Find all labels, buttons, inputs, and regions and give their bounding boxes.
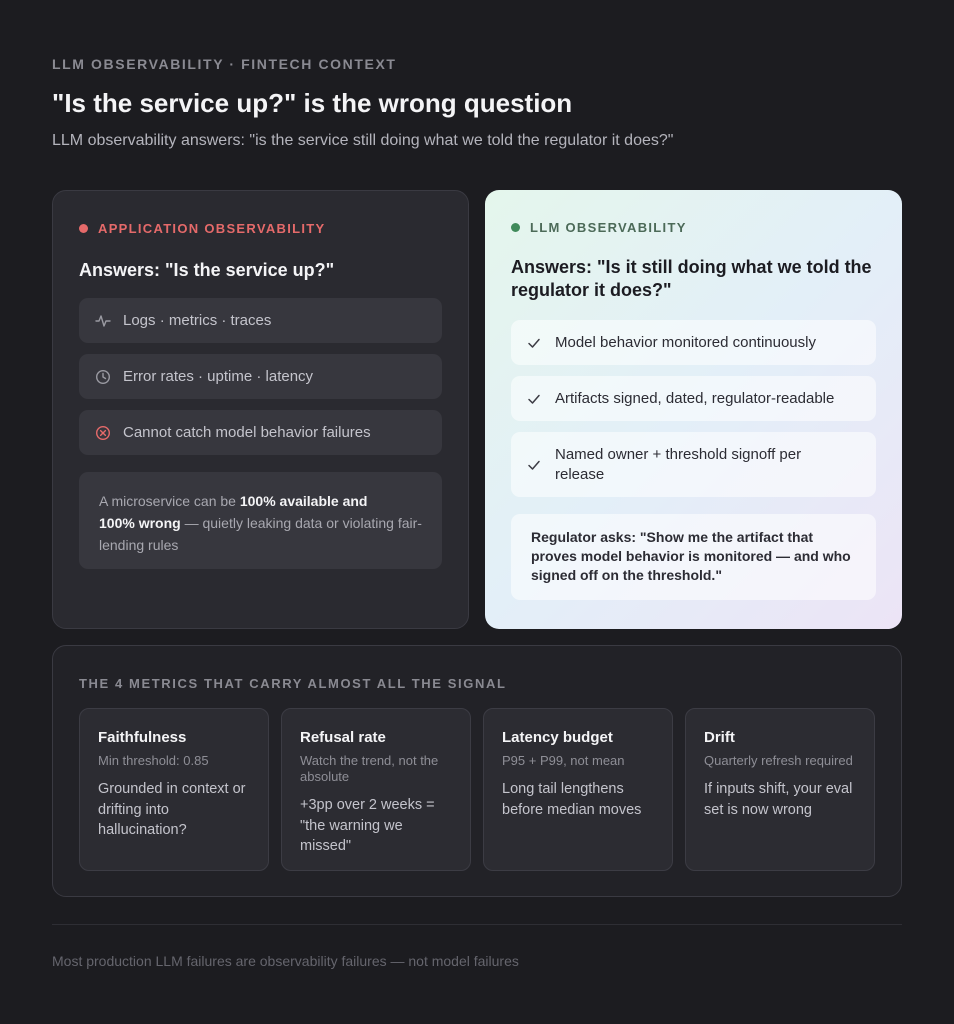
- page-title: "Is the service up?" is the wrong question: [52, 88, 573, 118]
- regulator-callout: Regulator asks: "Show me the artifact that proves model behavior is monitored — and who signed off on the threshold.": [511, 514, 876, 600]
- callout-note: [79, 472, 442, 569]
- note-text: — quietly leaking data or violating fair-lending rules: [99, 515, 422, 553]
- panel-tag-label: LLM OBSERVABILITY: [530, 220, 687, 235]
- list-item: [79, 298, 442, 343]
- note-text: A microservice can be: [99, 493, 240, 509]
- list-item-label: Cannot catch model behavior failures: [123, 424, 371, 441]
- application-observability-panel: [52, 190, 469, 629]
- green-dot-icon: [511, 223, 520, 232]
- metric-name: Latency budget: [502, 729, 613, 746]
- metrics-panel: [52, 645, 902, 897]
- list-item: [79, 410, 442, 455]
- list-item-label: Artifacts signed, dated, regulator-readable: [555, 389, 835, 407]
- metric-description: Grounded in context or drifting into hallucination?: [98, 781, 246, 838]
- metric-name: Drift: [704, 729, 735, 746]
- metric-name: Faithfulness: [98, 729, 187, 746]
- metric-name: Refusal rate: [300, 729, 386, 746]
- metric-description: Long tail lengthens before median moves: [502, 781, 642, 818]
- metric-card-latency-budget: [483, 708, 673, 871]
- footer-text: Most production LLM failures are observability failures — not model failures: [52, 953, 519, 969]
- list-item-label: Error rates · uptime · latency: [123, 368, 314, 385]
- panel-heading: Answers: "Is the service up?": [79, 260, 335, 280]
- panel-tag: [511, 220, 687, 235]
- metric-description: +3pp over 2 weeks = "the warning we missed": [300, 797, 435, 854]
- eyebrow-label: LLM OBSERVABILITY · FINTECH CONTEXT: [52, 56, 397, 72]
- check-icon: [527, 458, 541, 472]
- metric-card-refusal-rate: [281, 708, 471, 871]
- divider: [52, 924, 902, 925]
- page-subtitle: LLM observability answers: "is the service still doing what we told the regulator it does?": [52, 132, 674, 149]
- red-dot-icon: [79, 224, 88, 233]
- list-item: [79, 354, 442, 399]
- llm-observability-panel: [485, 190, 902, 629]
- check-icon: [527, 392, 541, 406]
- metric-subtitle: P95 + P99, not mean: [502, 753, 625, 768]
- x-circle-icon: [95, 425, 111, 441]
- note-emphasis: 100% wrong: [99, 515, 181, 531]
- panel-tag: [79, 221, 326, 236]
- metric-subtitle: Watch the trend, not the absolute: [300, 753, 439, 784]
- list-item: [511, 320, 876, 365]
- metric-card-faithfulness: [79, 708, 269, 871]
- metrics-title: THE 4 METRICS THAT CARRY ALMOST ALL THE SIGNAL: [79, 676, 507, 691]
- list-item: [511, 432, 876, 497]
- clock-icon: [95, 369, 111, 385]
- metric-description: If inputs shift, your eval set is now wrong: [704, 781, 853, 818]
- panel-heading: Answers: "Is it still doing what we told the regulator it does?": [511, 257, 872, 301]
- check-icon: [527, 336, 541, 350]
- metric-subtitle: Min threshold: 0.85: [98, 753, 209, 768]
- list-item-label: Logs · metrics · traces: [123, 312, 272, 329]
- metric-card-drift: [685, 708, 875, 871]
- list-item: [511, 376, 876, 421]
- pulse-icon: [95, 313, 111, 329]
- list-item-label: Model behavior monitored continuously: [555, 333, 816, 351]
- list-item-label: Named owner + threshold signoff per release: [555, 445, 802, 483]
- metric-subtitle: Quarterly refresh required: [704, 753, 853, 768]
- panel-tag-label: APPLICATION OBSERVABILITY: [98, 221, 326, 236]
- note-emphasis: 100% available and: [239, 493, 368, 509]
